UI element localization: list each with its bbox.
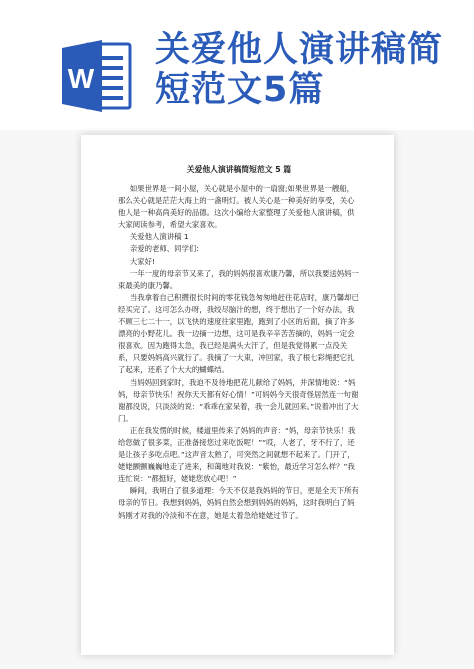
document-content: [118, 164, 360, 522]
page-title: [155, 30, 455, 110]
word-icon-letter: W: [67, 63, 95, 94]
paragraph-body-1: 一年一度的母亲节又来了，我的妈妈很喜欢康乃馨，所以我要送妈妈一束最美的康乃馨。: [118, 268, 359, 290]
paragraph-salutation: 亲爱的老师、同学们:: [129, 244, 199, 254]
paragraph-intro: 如果世界是一间小屋，关心就是小屋中的一扇窗;如果世界是一艘船，那么关心就是茫茫大海上的一盏明灯。被人关心是一种美好的享受，关心他人是一种高尚美好的品德。这次小编给大家整理了关爱他人演讲稿，供大家阅读参考，希望大家喜欢。: [118, 184, 355, 230]
paragraph-body-5: 瞬间，我明白了很多道理：今天不仅是我妈妈的节日，更是全天下所有母亲的节日。我想到妈妈，妈妈自然会想到妈妈的妈妈，这时我明白了妈妈刚才对我的冷淡和不在意，她是太着急给姥姥过节了。: [118, 486, 359, 520]
paragraph-body-3: 当妈妈回到家时，我迫不及待地把花儿献给了妈妈，并深情地说：“妈妈，母亲节快乐！祝你天天都有好心情！”可妈妈今天很奇怪居然连一句谢谢都没说，只淡淡的说：“乖乖在家呆着，我一会儿就回来。”说着冲出了大门。: [118, 377, 359, 423]
paragraph-heading: 关爱他人演讲稿 1: [129, 232, 189, 242]
paragraph-greeting: 大家好!: [129, 256, 155, 266]
page-title-line-1: 关爱他人演讲稿简: [155, 30, 444, 70]
document-title: 关爱他人演讲稿简短范文 5 篇: [186, 165, 292, 174]
word-icon: [62, 38, 134, 114]
paragraph-body-4: 正在我发愣的时候，楼道里传来了妈妈的声音：“妈，母亲节快乐！我给您做了很多菜，正准备接您过来吃饭呢！”“哎，人老了，牙不行了，还是让孩子多吃点吧。”这声音太熟了，可突然之间就想不起来了。门开了，姥姥颤颤巍巍地走了进来，和蔼地对我说：“紫怡，最近学习怎么样？”我连忙说：“都挺好，姥姥您放心吧！”: [118, 425, 356, 484]
page-header: [0, 0, 474, 135]
paragraph-body-2: 当我拿着自己积攒很长时间的零花钱急匆匆地赶往花店时，康乃馨却已经买完了。这可怎么办呀，我绞尽脑汁的想，终于想出了一个好办法，我不顾三七二十一，以飞快的速度往家里跑，跑到了小区的后面，摘了许多漂亮的小野花儿。我一边摘一边想，这可是我辛辛苦苦摘的，妈妈一定会很喜欢。因为跑得太急，我已经是满头大汗了，但是我觉得累一点没关系，只要妈妈高兴就行了。我摘了一大束，冲回家，我了根七彩绳把它扎了起来，还系了个大大的蝴蝶结。: [118, 292, 359, 375]
page-title-line-2: 短范文5篇: [155, 70, 325, 110]
document-page: [81, 135, 394, 655]
